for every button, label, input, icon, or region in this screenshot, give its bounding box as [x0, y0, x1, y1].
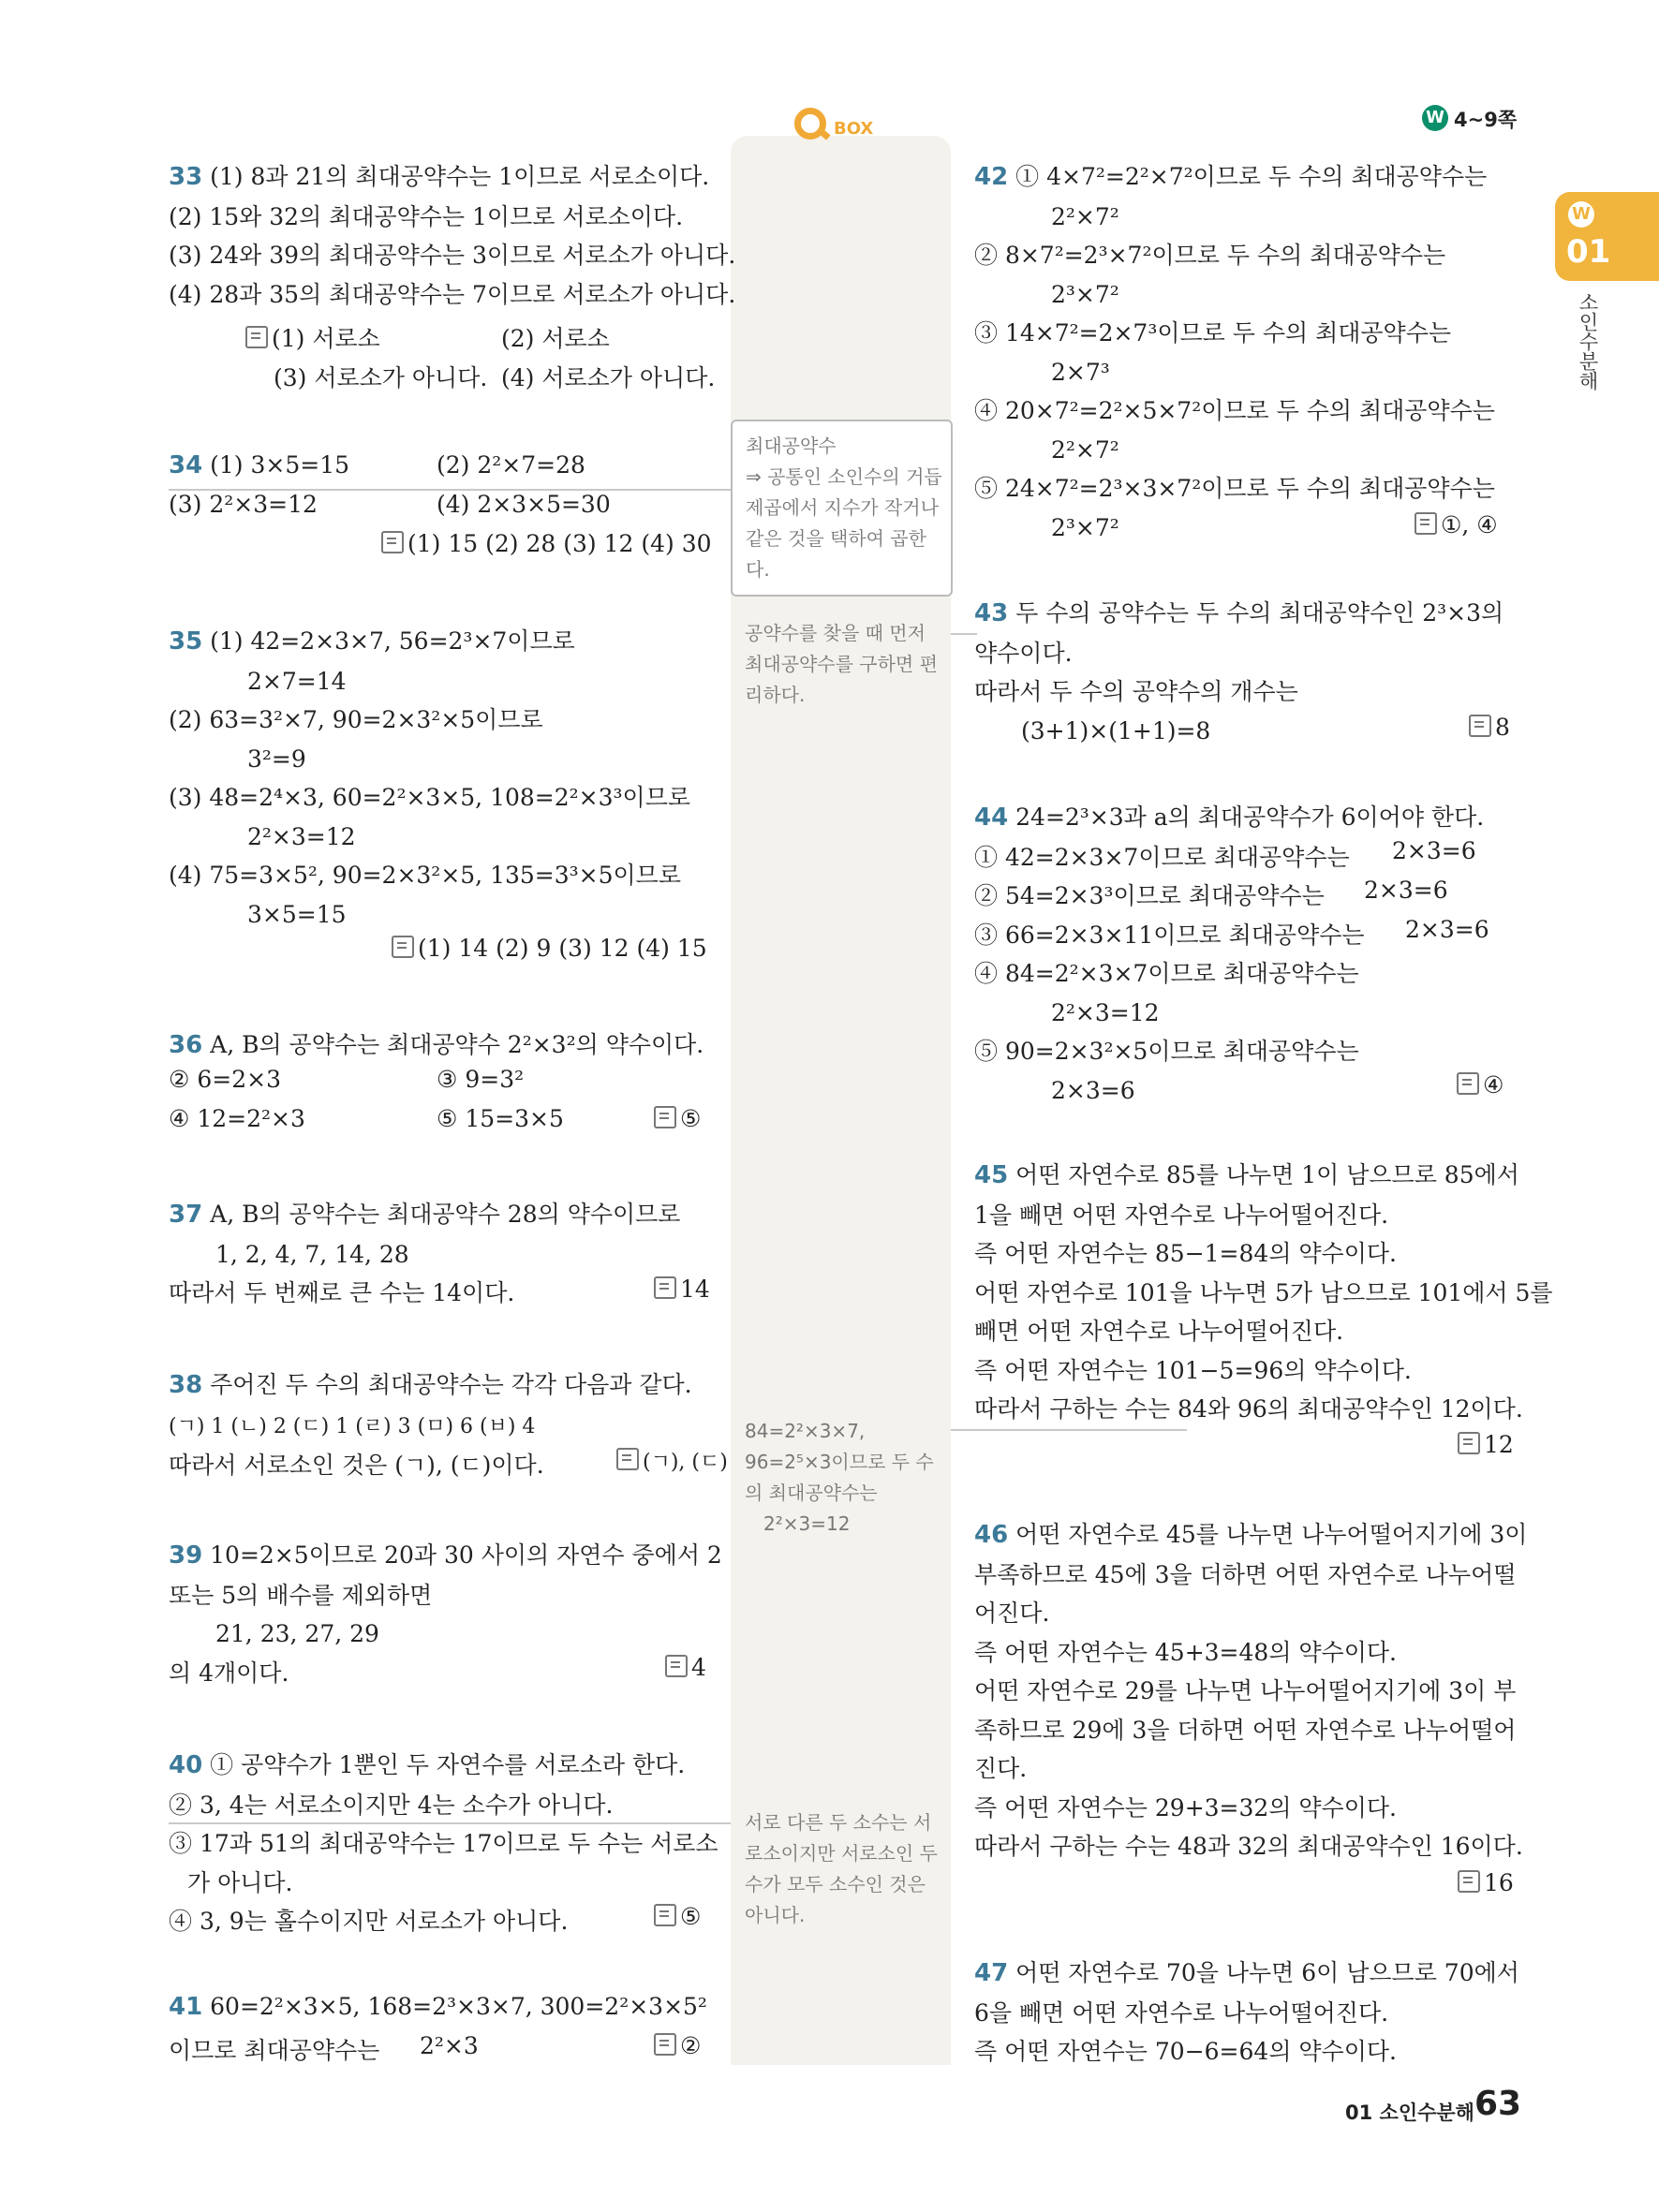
- answer-mark-icon: [654, 2033, 676, 2056]
- text-line: 즉 어떤 자연수는 29+3=32의 약수이다.: [974, 1793, 1397, 1821]
- text-line: 어떤 자연수로 70을 나누면 6이 남으므로 70에서: [1015, 1959, 1519, 1986]
- answer-35: [392, 935, 707, 962]
- header-page-range: 4~9쪽: [1454, 109, 1518, 131]
- definition-box: [731, 420, 953, 597]
- chapter-tab: [1555, 192, 1659, 281]
- text-line: 약수이다.: [974, 639, 1073, 667]
- text-line: ④ 3, 9는 홀수이지만 서로소가 아니다.: [169, 1908, 569, 1935]
- answer-45: [1458, 1431, 1514, 1458]
- problem-46: [974, 1515, 1527, 1866]
- text-line: 2²×3=12: [247, 822, 356, 850]
- problem-40: [169, 1746, 718, 1941]
- answer-46: [1458, 1869, 1514, 1896]
- text-line: 따라서 서로소인 것은 (ㄱ), (ㄷ)이다.: [169, 1452, 544, 1479]
- answer-mark-icon: [245, 326, 268, 348]
- answer-mark-icon: [1458, 1432, 1480, 1454]
- text-line: 진다.: [974, 1755, 1028, 1782]
- problem-41: [169, 1993, 707, 2021]
- problem-33: [169, 157, 735, 314]
- answer-text: (1) 서로소: [272, 325, 380, 352]
- text-line: ② 8×7²=2³×7²이므로 두 수의 최대공약수는: [974, 242, 1446, 269]
- text-line: ⑤ 24×7²=2³×3×7²이므로 두 수의 최대공약수는: [974, 475, 1495, 502]
- text-41-2: 이므로 최대공약수는: [169, 2037, 380, 2064]
- answer-text: 14: [680, 1276, 710, 1303]
- problem-35: [169, 622, 690, 934]
- problem-number: 40: [169, 1751, 203, 1779]
- text-line: 2×3=6: [1051, 1076, 1135, 1104]
- text-line: (2) 15와 32의 최대공약수는 1이므로 서로소이다.: [169, 202, 684, 230]
- text-line: ② 3, 4는 서로소이지만 4는 소수가 아니다.: [169, 1791, 614, 1819]
- problem-39: [169, 1536, 722, 1692]
- text-line: (2) 63=3²×7, 90=2×3²×5이므로: [169, 706, 543, 733]
- text-line: 3²=9: [247, 745, 306, 773]
- answer-mark-icon: [392, 936, 414, 958]
- answer-mark-icon: [1457, 1072, 1479, 1095]
- answer-text: (1) 15 (2) 28 (3) 12 (4) 30: [407, 530, 712, 557]
- answer-37: [654, 1276, 710, 1303]
- text-line: ③ 17과 51의 최대공약수는 17이므로 두 수는 서로소: [169, 1830, 718, 1857]
- problem-37: [169, 1195, 680, 1313]
- header-w-badge: W: [1422, 105, 1448, 131]
- text-line: 즉 어떤 자연수는 70−6=64의 약수이다.: [974, 2038, 1397, 2065]
- text-line: 6을 빼면 어떤 자연수로 나누어떨어진다.: [974, 1998, 1389, 2027]
- text-44-2b: 2×3=6: [1392, 837, 1476, 864]
- text-line: 따라서 구하는 수는 48과 32의 최대공약수인 16이다.: [974, 1833, 1523, 1860]
- text-44-4b: 2×3=6: [1405, 916, 1489, 943]
- side-note-1: 공약수를 찾을 때 먼저 최대공약수를 구하면 편리하다.: [745, 622, 938, 706]
- text-line: 2²×3=12: [1051, 998, 1160, 1026]
- answer-mark-icon: [1469, 715, 1491, 737]
- answer-41: [654, 2032, 701, 2059]
- problem-45: [974, 1156, 1553, 1429]
- problem-number: 39: [169, 1541, 203, 1570]
- problem-number: 46: [974, 1521, 1009, 1549]
- answer-text: ⑤: [680, 1105, 702, 1132]
- text-line: 21, 23, 27, 29: [215, 1620, 379, 1647]
- text-line: 가 아니다.: [187, 1868, 293, 1896]
- text-line: 따라서 두 번째로 큰 수는 14이다.: [169, 1279, 515, 1306]
- text-line: ④ 84=2²×3×7이므로 최대공약수는: [974, 960, 1359, 987]
- answer-33-row2b: (4) 서로소가 아니다.: [501, 364, 716, 391]
- text-line: 2²×7²: [1051, 435, 1119, 464]
- answer-text: 16: [1484, 1869, 1514, 1896]
- text-line: ① 4×7²=2²×7²이므로 두 수의 최대공약수는: [1015, 163, 1488, 190]
- text-line: (1) 42=2×3×7, 56=2³×7이므로: [210, 627, 575, 655]
- problem-38: [169, 1365, 692, 1485]
- text-36-3b: ⑤ 15=3×5: [437, 1105, 564, 1132]
- text-line: ⑤ 90=2×3²×5이므로 최대공약수는: [974, 1038, 1359, 1065]
- text-line: 10=2×5이므로 20과 30 사이의 자연수 중에서 2: [210, 1541, 722, 1569]
- text-line: (4) 75=3×5², 90=2×3²×5, 135=3³×5이므로: [169, 862, 681, 889]
- text-line: 족하므로 29에 3을 더하면 어떤 자연수로 나누어떨어: [974, 1716, 1517, 1744]
- text-line: 즉 어떤 자연수는 45+3=48의 약수이다.: [974, 1638, 1397, 1666]
- side-note-2c: 2²×3=12: [763, 1512, 851, 1535]
- text-line: 부족하므로 45에 3을 더하면 어떤 자연수로 나누어떨: [974, 1560, 1517, 1588]
- text-34-4: (4) 2×3×5=30: [437, 491, 611, 518]
- footer-page-number: 63: [1474, 2085, 1522, 2123]
- text-line: (1) 8과 21의 최대공약수는 1이므로 서로소이다.: [210, 163, 710, 190]
- text-line: (3) 24와 39의 최대공약수는 3이므로 서로소가 아니다.: [169, 242, 736, 269]
- box-title: 최대공약수: [746, 435, 837, 457]
- text-line: 2³×7²: [1051, 513, 1119, 541]
- problem-43: [974, 594, 1503, 750]
- text-line: 60=2²×3×5, 168=2³×3×7, 300=2²×3×5²: [210, 1993, 707, 2020]
- tab-w-badge: W: [1568, 201, 1594, 228]
- answer-text: 4: [691, 1654, 706, 1681]
- answer-mark-icon: [381, 531, 404, 553]
- text-line: A, B의 공약수는 최대공약수 28의 약수이므로: [210, 1201, 681, 1228]
- text-line: 의 4개이다.: [169, 1659, 289, 1687]
- answer-43: [1469, 714, 1510, 741]
- text-line: 어떤 자연수로 85를 나누면 1이 남으므로 85에서: [1015, 1161, 1519, 1188]
- text-line: ① 42=2×3×7이므로 최대공약수는: [974, 843, 1350, 871]
- footer-chapter: 01 소인수분해: [1345, 2101, 1474, 2124]
- text-34-3: (3) 2²×3=12: [169, 491, 318, 518]
- problem-number: 33: [169, 163, 203, 191]
- answer-33-row1b: (2) 서로소: [501, 325, 610, 352]
- answer-mark-icon: [1415, 512, 1437, 535]
- answer-text: 12: [1484, 1431, 1514, 1458]
- text-line: A, B의 공약수는 최대공약수 2²×3²의 약수이다.: [210, 1031, 704, 1058]
- answer-mark-icon: [1458, 1870, 1480, 1893]
- answer-text: ⑤: [680, 1903, 702, 1930]
- answer-text: (1) 14 (2) 9 (3) 12 (4) 15: [418, 935, 707, 962]
- text-line: 2²×7²: [1051, 202, 1119, 230]
- text-line: ① 공약수가 1뿐인 두 자연수를 서로소라 한다.: [210, 1751, 686, 1778]
- problem-number: 42: [974, 163, 1009, 191]
- text-34-2: (2) 2²×7=28: [437, 451, 585, 479]
- text-line: 어떤 자연수로 29를 나누면 나누어떨어지기에 3이 부: [974, 1677, 1517, 1704]
- leader-line: [169, 1822, 731, 1824]
- box-body: ⇒ 공통인 소인수의 거듭제곱에서 지수가 작거나 같은 것을 택하여 곱한다.: [746, 465, 942, 581]
- answer-text: 8: [1495, 714, 1510, 741]
- answer-mark-icon: [654, 1106, 676, 1128]
- text-line: (ㄱ) 1 (ㄴ) 2 (ㄷ) 1 (ㄹ) 3 (ㅁ) 6 (ㅂ) 4: [169, 1414, 536, 1438]
- text-line: 어떤 자연수로 101을 나누면 5가 남으므로 101에서 5를: [974, 1278, 1553, 1306]
- text-line: 즉 어떤 자연수는 101−5=96의 약수이다.: [974, 1356, 1412, 1384]
- problem-number: 36: [169, 1031, 203, 1059]
- text-36-3a: ④ 12=2²×3: [169, 1105, 305, 1132]
- text-line: (3) 48=2⁴×3, 60=2²×3×5, 108=2²×3³이므로: [169, 784, 690, 811]
- problem-number: 37: [169, 1201, 203, 1229]
- tab-vertical-title: 소인수분해: [1577, 292, 1599, 391]
- answer-mark-icon: [654, 1276, 676, 1299]
- answer-mark-icon: [665, 1655, 688, 1677]
- leader-line: [951, 633, 977, 635]
- answer-39: [665, 1654, 706, 1681]
- problem-number: 38: [169, 1371, 203, 1399]
- text-line: ② 54=2×3³이므로 최대공약수는: [974, 882, 1325, 909]
- answer-mark-icon: [616, 1448, 639, 1470]
- problem-number: 44: [974, 804, 1009, 832]
- text-line: 따라서 구하는 수는 84와 96의 최대공약수인 12이다.: [974, 1395, 1523, 1423]
- answer-36: [654, 1105, 701, 1132]
- text-line: 또는 5의 배수를 제외하면: [169, 1581, 433, 1609]
- problem-number: 45: [974, 1161, 1009, 1189]
- text-line: ④ 20×7²=2²×5×7²이므로 두 수의 최대공약수는: [974, 397, 1495, 424]
- problem-36: [169, 1026, 704, 1060]
- side-note-2b: 96=2⁵×3이므로 두 수의 최대공약수는: [745, 1451, 934, 1504]
- problem-number: 35: [169, 627, 203, 656]
- text-line: 즉 어떤 자연수는 85−1=84의 약수이다.: [974, 1240, 1397, 1267]
- side-note-3: 서로 다른 두 소수는 서로소이지만 서로소인 두 수가 모두 소수인 것은 아니다.: [745, 1811, 938, 1926]
- text-44-3b: 2×3=6: [1364, 877, 1448, 904]
- problem-number: 47: [974, 1959, 1009, 1987]
- text-line: 따라서 두 수의 공약수의 개수는: [974, 678, 1298, 705]
- text-line: 1, 2, 4, 7, 14, 28: [215, 1240, 409, 1268]
- text-line: 1을 빼면 어떤 자연수로 나누어떨어진다.: [974, 1201, 1389, 1229]
- problem-47: [974, 1954, 1519, 2072]
- problem-number: 41: [169, 1993, 203, 2021]
- side-note-2a: 84=2²×3×7,: [745, 1420, 866, 1442]
- problem-34: [169, 451, 349, 479]
- text-line: 3×5=15: [247, 900, 347, 928]
- problem-42: [974, 157, 1495, 547]
- text-line: (1) 3×5=15: [210, 451, 350, 479]
- answer-38: [616, 1446, 728, 1475]
- answer-mark-icon: [654, 1904, 676, 1926]
- answer-42: [1415, 511, 1498, 538]
- answer-44: [1457, 1071, 1503, 1099]
- tab-number: 01: [1566, 233, 1611, 271]
- problem-number: 34: [169, 451, 203, 479]
- text-41-2b: 2²×3: [420, 2032, 479, 2059]
- answer-33-row1: [245, 320, 380, 354]
- leader-line: [951, 1429, 1187, 1431]
- text-line: 주어진 두 수의 최대공약수는 각각 다음과 같다.: [210, 1371, 692, 1398]
- answer-text: ④: [1483, 1071, 1504, 1099]
- answer-33-row2a: (3) 서로소가 아니다.: [274, 364, 488, 391]
- text-line: (3+1)×(1+1)=8: [1021, 716, 1211, 745]
- text-line: 24=2³×3과 a의 최대공약수가 6이어야 한다.: [1015, 804, 1485, 831]
- qbox-label: BOX: [834, 119, 874, 139]
- answer-text: (ㄱ), (ㄷ): [643, 1451, 728, 1474]
- text-line: 2×7³: [1051, 358, 1110, 386]
- text-line: 두 수의 공약수는 두 수의 최대공약수인 2³×3의: [1015, 599, 1504, 627]
- text-36-2b: ③ 9=3²: [437, 1066, 525, 1093]
- text-line: 2³×7²: [1051, 280, 1119, 308]
- text-line: 어떤 자연수로 45를 나누면 나누어떨어지기에 3이: [1015, 1521, 1528, 1548]
- answer-text: ②: [680, 2032, 702, 2059]
- text-line: 어진다.: [974, 1600, 1050, 1627]
- text-line: 빼면 어떤 자연수로 나누어떨어진다.: [974, 1318, 1344, 1345]
- answer-34: [381, 530, 712, 557]
- text-line: ③ 66=2×3×11이므로 최대공약수는: [974, 921, 1365, 949]
- text-line: 2×7=14: [247, 667, 347, 695]
- problem-number: 43: [974, 599, 1009, 627]
- answer-text: ①, ④: [1441, 511, 1498, 538]
- text-36-2a: ② 6=2×3: [169, 1066, 281, 1093]
- answer-40: [654, 1903, 701, 1930]
- text-line: ③ 14×7²=2×7³이므로 두 수의 최대공약수는: [974, 319, 1452, 347]
- text-line: (4) 28과 35의 최대공약수는 7이므로 서로소가 아니다.: [169, 280, 736, 308]
